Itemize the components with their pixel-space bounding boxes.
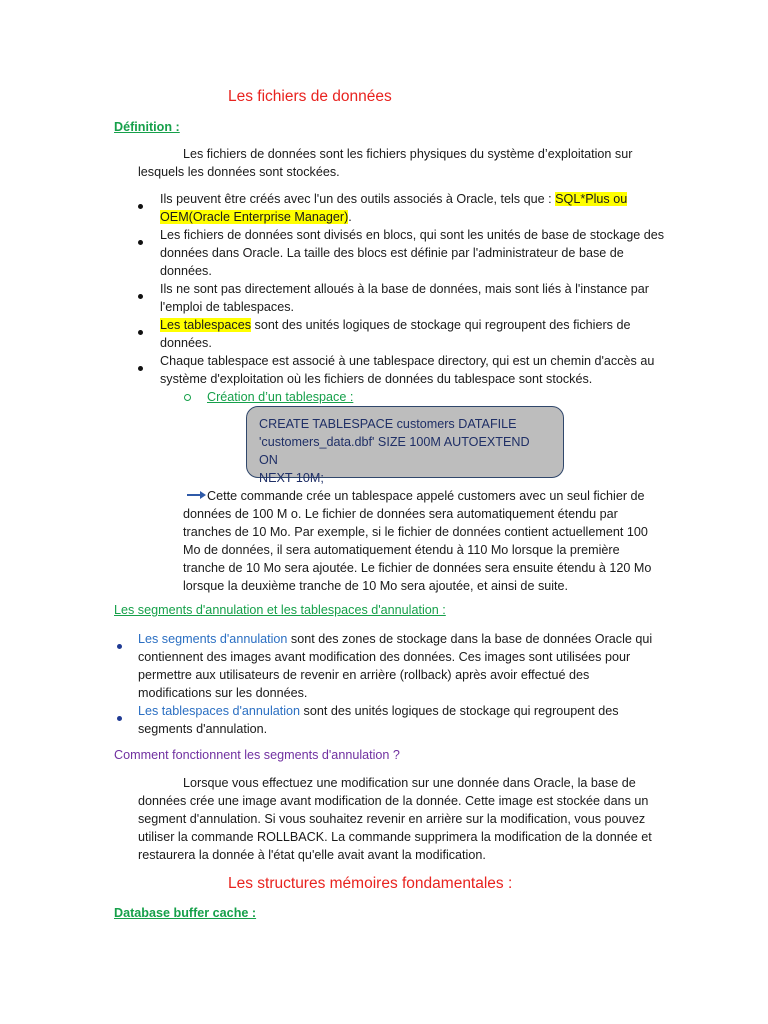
bullet-dot [138,288,143,302]
segment-bullet-1-line-3: permettre aux utilisateurs de revenir en arrière (rollback) après avoir effectué des [138,668,590,682]
code-line-3: NEXT 10M; [259,471,324,485]
bullet-dot [117,638,122,652]
how-line-2: données crée une image avant modification de la donnée. Cette image est stockée dans un [138,794,649,808]
how-line-1: Lorsque vous effectuez une modification sur une donnée dans Oracle, la base de [183,776,636,790]
how-line-4: utiliser la commande ROLLBACK. La commande supprimera la modification de la donnée et [138,830,652,844]
definition-heading: Définition : [114,120,180,134]
arrow-right-icon [187,489,207,503]
segment-bullet-2-text: sont des unités logiques de stockage qui regroupent des [300,704,619,718]
bullet-3-line-2: l'emploi de tablespaces. [160,300,295,314]
bullet-1-line-1 [160,190,627,208]
bullet-3-line-1: Ils ne sont pas directement alloués à la base de données, mais sont liés à l'instance par [160,282,649,296]
bullet-1-line-2 [160,208,352,226]
section-title-memory-structures: Les structures mémoires fondamentales : [228,875,513,892]
how-it-works-heading: Comment fonctionnent les segments d'annulation ? [114,748,400,762]
bullet-dot [138,234,143,248]
bullet-1-period: . [348,210,352,224]
segment-bullet-1-line-2: contiennent des images avant modification des données. Ces images sont utilisées pour [138,650,631,664]
command-line-6: lorsque la deuxième tranche de 10 Mo sera ajoutée, et ainsi de suite. [183,579,569,593]
command-line-5: tranche de 10 Mo sera ajoutée. Le fichier de données sera ensuite étendu à 120 Mo [183,561,652,575]
definition-line-2: lesquels les données sont stockées. [138,165,340,179]
term-undo-tablespaces: Les tablespaces d'annulation [138,704,301,718]
circle-bullet-icon [184,394,191,401]
section-title-data-files: Les fichiers de données [228,88,392,105]
bullet-4-text: sont des unités logiques de stockage qui regroupent des fichiers de [251,318,631,332]
bullet-1-text: Ils peuvent être créés avec l'un des outils associés à Oracle, tels que : [160,192,556,206]
database-buffer-cache-heading: Database buffer cache : [114,906,257,920]
bullet-5-line-1: Chaque tablespace est associé à une tablespace directory, qui est un chemin d'accès au [160,354,655,368]
segment-bullet-2-line-1 [138,702,619,720]
command-line-3: tranches de 10 Mo. Par exemple, si le fichier de données contient actuellement 100 [183,525,648,539]
term-rollback-segments: Les segments d'annulation [138,632,288,646]
bullet-2-line-2: données dans Oracle. La taille des blocs est définie par l'administrateur de base de [160,246,624,260]
segment-bullet-2-line-2: segments d'annulation. [138,722,268,736]
segment-bullet-1-line-4: modifications sur les données. [138,686,308,700]
bullet-dot [138,198,143,212]
highlight-oem: OEM(Oracle Enterprise Manager) [160,210,349,224]
create-tablespace-heading: Création d’un tablespace : [207,390,354,404]
command-line-2: données de 100 M o. Le fichier de données sera automatiquement étendu par [183,507,618,521]
command-line-4: Mo de données, il sera automatiquement étendu à 110 Mo lorsque la première [183,543,620,557]
highlight-sqlplus: SQL*Plus ou [555,192,628,206]
bullet-2-line-3: données. [160,264,212,278]
segment-bullet-1-text: sont des zones de stockage dans la base de données Oracle qui [287,632,653,646]
bullet-dot [117,710,122,724]
code-block [246,406,564,485]
bullet-4-line-1 [160,316,631,334]
how-line-3: segment d'annulation. Si vous souhaitez revenir en arrière sur la modification, vous pouvez [138,812,646,826]
bullet-4-line-2: données. [160,336,212,350]
bullet-dot [138,360,143,374]
how-line-5: restaurera la donnée à l'état qu'elle avait avant la modification. [138,848,486,862]
highlight-tablespaces: Les tablespaces [160,318,252,332]
bullet-5-line-2: système d'exploitation où les fichiers de données du tablespace sont stockés. [160,372,593,386]
definition-line-1: Les fichiers de données sont les fichiers physiques du système d’exploitation sur [183,147,633,161]
command-line-1: Cette commande crée un tablespace appelé customers avec un seul fichier de [207,489,645,503]
code-line-1: CREATE TABLESPACE customers DATAFILE [259,417,517,431]
code-line-2: 'customers_data.dbf' SIZE 100M AUTOEXTEND ON [259,435,530,467]
bullet-2-line-1: Les fichiers de données sont divisés en blocs, qui sont les unités de base de stockage des [160,228,665,242]
segment-bullet-1-line-1 [138,630,652,648]
rollback-segments-heading: Les segments d'annulation et les tablespaces d'annulation : [114,603,446,617]
bullet-dot [138,324,143,338]
